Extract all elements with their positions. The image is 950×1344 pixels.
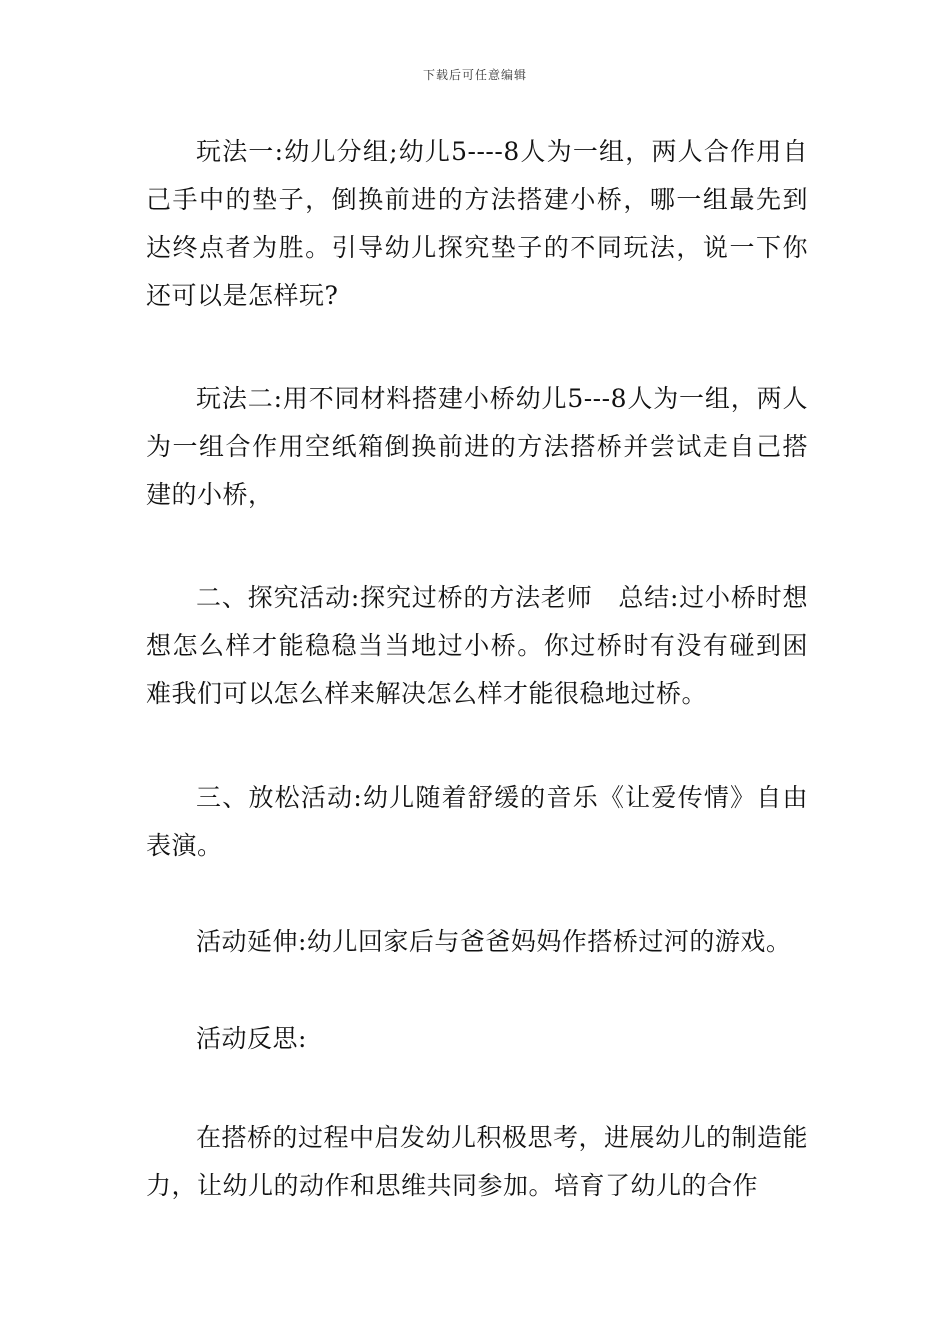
paragraph-relax-activity: 三、放松活动:幼儿随着舒缓的音乐《让爱传情》自由表演。 — [146, 783, 808, 860]
paragraph-explore-activity: 二、探究活动:探究过桥的方法老师 总结:过小桥时想想怎么样才能稳稳当当地过小桥。你过桥时有没有碰到困难我们可以怎么样来解决怎么样才能很稳地过桥。 — [146, 583, 808, 708]
paragraph-activity-extension: 活动延伸:幼儿回家后与爸爸妈妈作搭桥过河的游戏。 — [196, 927, 792, 956]
paragraph-reflection-heading: 活动反思: — [196, 1024, 307, 1053]
paragraph-reflection-body: 在搭桥的过程中启发幼儿积极思考，进展幼儿的制造能力，让幼儿的动作和思维共同参加。培育了幼儿的合作 — [146, 1123, 809, 1200]
paragraph-game-one: 玩法一:幼儿分组;幼儿5----8人为一组，两人合作用自己手中的垫子，倒换前进的方法搭建小桥，哪一组最先到达终点者为胜。引导幼儿探究垫子的不同玩法，说一下你还可以是怎样玩? — [146, 137, 808, 310]
page-header: 下载后可任意编辑 — [422, 68, 527, 82]
paragraph-game-two: 玩法二:用不同材料搭建小桥幼儿5---8人为一组，两人为一组合作用空纸箱倒换前进的方法搭桥并尝试走自己搭建的小桥， — [146, 384, 808, 509]
